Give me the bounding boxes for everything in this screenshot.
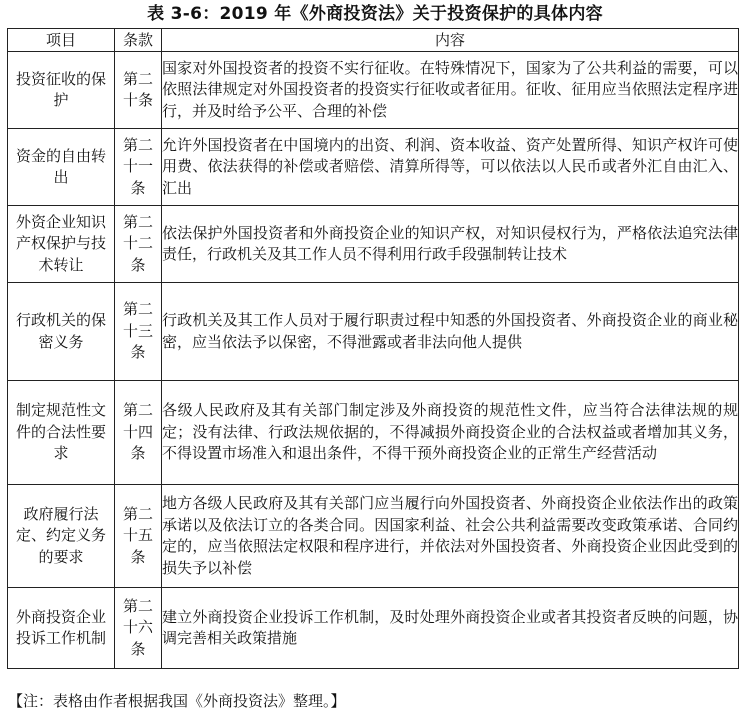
row-content: 各级人民政府及其有关部门制定涉及外商投资的规范性文件，应当符合法律法规的规定；没有法律、行政法规依据的，不得减损外商投资企业的合法权益或者增加其义务，不得设置市场准入和退出条件，不得干预外商投资企业的正常生产经营活动 [162,381,739,485]
row-item: 外商投资企业投诉工作机制 [8,588,115,669]
row-item: 资金的自由转出 [8,129,115,206]
row-content: 国家对外国投资者的投资不实行征收。在特殊情况下，国家为了公共利益的需要，可以依照法律规定对外国投资者的投资实行征收或者征用。征收、征用应当依照法定程序进行，并及时给予公平、合理的补偿 [162,52,739,129]
header-item: 项目 [8,29,115,52]
table-title: 表 3-6：2019 年《外商投资法》关于投资保护的具体内容 [147,4,603,24]
investment-protection-table [7,28,739,669]
row-item: 投资征收的保护 [8,52,115,129]
table-row [8,283,739,381]
header-article: 条款 [115,29,162,52]
row-content: 依法保护外国投资者和外商投资企业的知识产权，对知识侵权行为，严格依法追究法律责任，行政机关及其工作人员不得利用行政手段强制转让技术 [162,206,739,283]
table-row [8,129,739,206]
row-article: 第二十六条 [115,588,162,669]
row-article: 第二十二条 [115,206,162,283]
table-row [8,485,739,588]
row-item: 制定规范性文件的合法性要求 [8,381,115,485]
row-content: 允许外国投资者在中国境内的出资、利润、资本收益、资产处置所得、知识产权许可使用费、依法获得的补偿或者赔偿、清算所得等，可以依法以人民币或者外汇自由汇入、汇出 [162,129,739,206]
table-row [8,381,739,485]
row-article: 第二十五条 [115,485,162,588]
row-article: 第二十条 [115,52,162,129]
table-note: 【注：表格由作者根据我国《外商投资法》整理。】 [8,692,346,710]
row-item: 行政机关的保密义务 [8,283,115,381]
row-content: 行政机关及其工作人员对于履行职责过程中知悉的外国投资者、外商投资企业的商业秘密，应当依法予以保密，不得泄露或者非法向他人提供 [162,283,739,381]
table-row [8,206,739,283]
row-article: 第二十一条 [115,129,162,206]
row-item: 政府履行法定、约定义务的要求 [8,485,115,588]
row-content: 建立外商投资企业投诉工作机制，及时处理外商投资企业或者其投资者反映的问题，协调完善相关政策措施 [162,588,739,669]
row-article: 第二十四条 [115,381,162,485]
row-article: 第二十三条 [115,283,162,381]
table-row [8,588,739,669]
row-item: 外资企业知识产权保护与技术转让 [8,206,115,283]
table-header-row [8,29,739,52]
table-row [8,52,739,129]
header-content: 内容 [162,29,739,52]
row-content: 地方各级人民政府及其有关部门应当履行向外国投资者、外商投资企业依法作出的政策承诺以及依法订立的各类合同。因国家利益、社会公共利益需要改变政策承诺、合同约定的，应当依照法定权限和程序进行，并依法对外国投资者、外商投资企业因此受到的损失予以补偿 [162,485,739,588]
